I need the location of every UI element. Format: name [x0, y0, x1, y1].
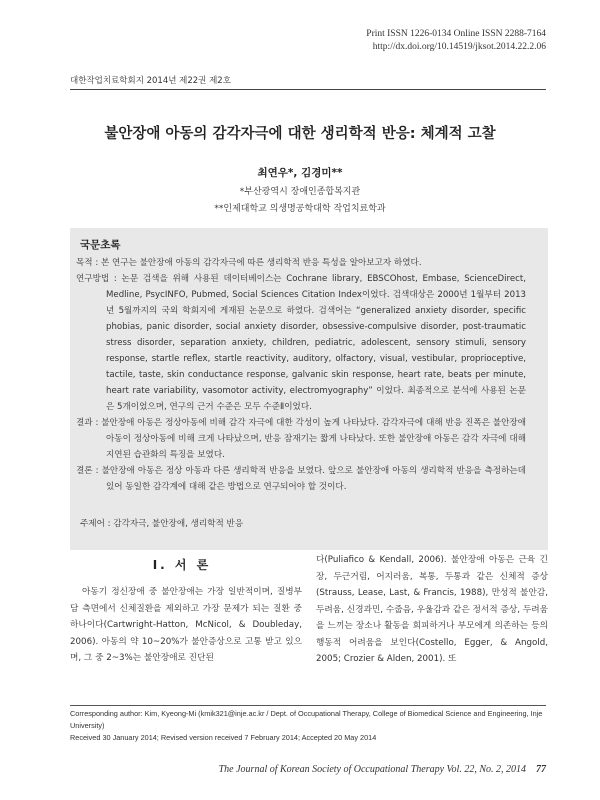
- article-title: 불안장애 아동의 감각자극에 대한 생리학적 반응: 체계적 고찰: [104, 126, 496, 142]
- section-heading-introduction: Ⅰ. 서 론: [152, 558, 212, 572]
- header-rule: [70, 89, 546, 90]
- footnote-rule: [70, 705, 546, 706]
- received-dates: Received 30 January 2014; Revised version received 7 February 2014; Accepted 20 May 2014: [70, 733, 377, 742]
- journal-issue-label: 대한작업치료학회지 2014년 제22권 제2호: [70, 76, 231, 86]
- footnote: [70, 708, 548, 744]
- issn-block: [366, 28, 546, 53]
- page-number: 77: [536, 764, 546, 775]
- abstract-results: 결과 : 불안장애 아동은 정상아동에 비해 감각 자극에 대한 각성이 높게 나타났다. 감각자극에 대해 반응 진폭은 불안장애 아동이 정상아동에 비해 크게 나타났으며, 반응 잠재기는 짧게 나타났다. 또한 불안장애 아동은 감각 자극에 대해 지연된 습관화의 특징을 보였다.: [76, 418, 526, 460]
- corresponding-author: Corresponding author: Kim, Kyeong-Mi (kmik321@inje.ac.kr / Dept. of Occupational Therapy, College of Biomedical Science and Engineering, Inje University): [70, 709, 543, 730]
- affiliation-2: **인제대학교 의생명공학대학 작업치료학과: [214, 204, 386, 214]
- affiliation-1: *부산광역시 장애인종합복지관: [239, 187, 361, 197]
- doi-line[interactable]: http://dx.doi.org/10.14519/jksot.2014.22.2.06: [372, 41, 546, 52]
- intro-right-column: 다(Puliafico & Kendall, 2006). 불안장애 아동은 근육 긴장, 두근거림, 어지러움, 복통, 두통과 같은 신체적 증상(Strauss, Lease, Last, & Francis, 1988), 만성적 불안감, 두려움, 신경과민, 수줍음, 우울감과 같은 정서적 증상, 두려움을 느끼는 장소나 활동을 회피하거나 부모에게 의존하는 등의 행동적 어려움을 보인다(Costello, Egger, & Angold, 2005; Crozier & Alden, 2001). 또: [316, 555, 548, 664]
- intro-left-column: 아동기 정신장애 중 불안장애는 가장 일반적이며, 질병부담 측면에서 신체질환을 제외하고 가장 문제가 되는 질환 중 하나이다(Cartwright-Hatton, McNicol, & Doubleday, 2006). 아동의 약 10~20%가 불안증상으로 고통 받고 있으며, 그 중 2~3%는 불안장애로 진단된: [70, 587, 302, 663]
- footer-journal: The Journal of Korean Society of Occupational Therapy Vol. 22, No. 2, 2014: [218, 764, 526, 775]
- abstract-conclusion: 결론 : 불안장애 아동은 정상 아동과 다른 생리학적 반응을 보였다. 앞으로 불안장애 아동의 생리학적 반응을 측정하는데 있어 동일한 감각계에 대해 같은 방법으로 연구되어야 할 것이다.: [76, 466, 526, 492]
- abstract-purpose: 목적 : 본 연구는 불안장애 아동의 감각자극에 따른 생리학적 반응 특성을 알아보고자 하였다.: [76, 258, 422, 268]
- article-authors: 최연우*, 김경미**: [257, 167, 343, 179]
- page-footer: [219, 764, 546, 775]
- abstract-heading: 국문초록: [80, 239, 121, 251]
- abstract-body: [76, 255, 526, 495]
- issn-line: Print ISSN 1226-0134 Online ISSN 2288-7164: [366, 29, 546, 39]
- abstract-keywords: 주제어 : 감각자극, 불안장애, 생리학적 반응: [80, 519, 244, 529]
- abstract-methods: 연구방법 : 논문 검색을 위해 사용된 데이터베이스는 Cochrane library, EBSCOhost, Embase, ScienceDirect, Medline, PsycINFO, Pubmed, Social Sciences Citation Index이었다. 검색대상은 2000년 1월부터 2013년 5월까지의 국외 학회지에 게재된 논문으로 하였다. 검색어는 “generalized anxiety disorder, specific phobias, panic disorder, social anxiety disorder, obsessive-compulsive disorder, post-traumatic stress disorder, separation anxiety, children, pediatric, adolescent, sensory stimuli, sensory response, startle reflex, startle reactivity, auditory, olfactory, visual, vestibular, proprioceptive, tactile, taste, skin conductance response, galvanic skin response, heart rate, beats per minute, heart rate variability, vasomotor activity, electromyography” 이었다. 최종적으로 분석에 사용된 논문은 5개이었으며, 연구의 근거 수준은 모두 수준Ⅱ이었다.: [76, 274, 526, 412]
